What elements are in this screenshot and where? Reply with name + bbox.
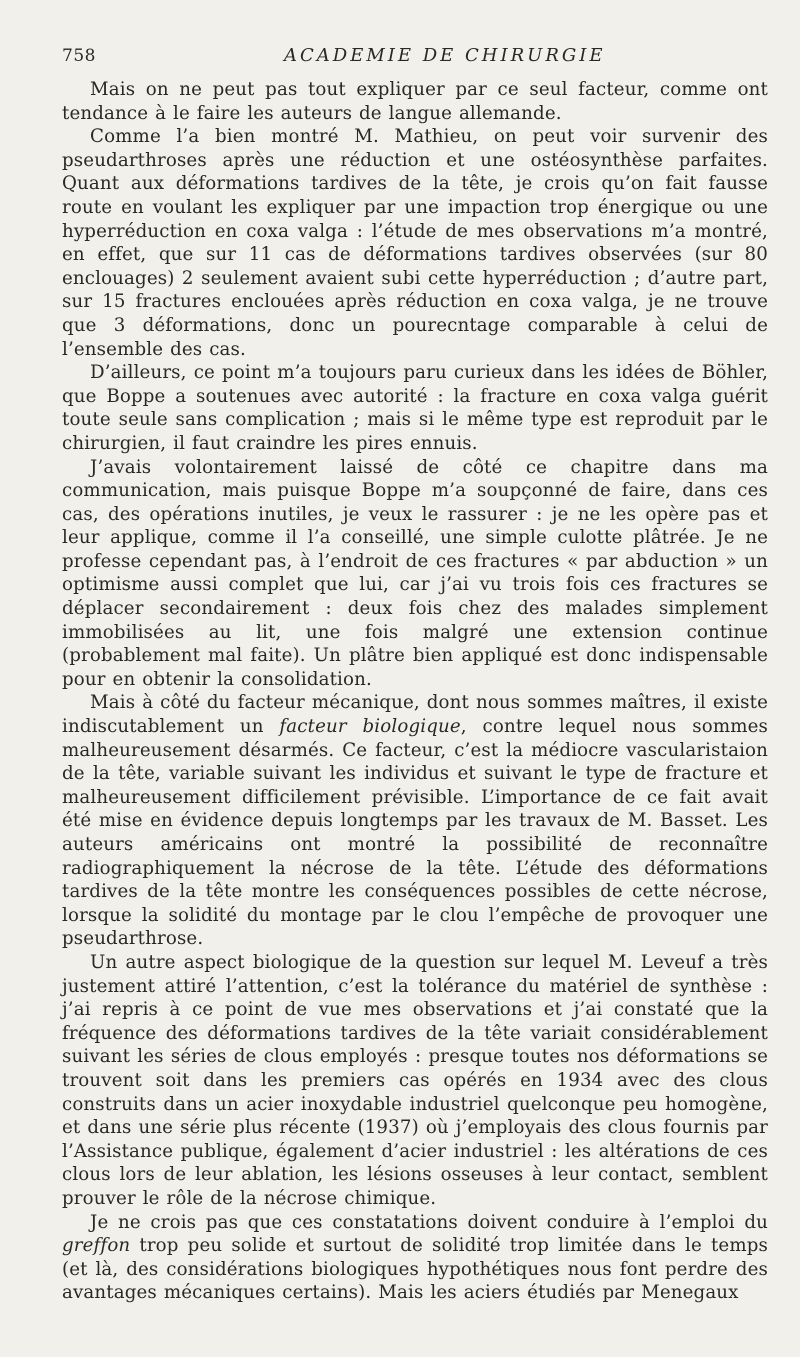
paragraph: [62, 78, 768, 125]
page-number: 758: [62, 46, 96, 66]
body-text: [62, 78, 768, 1305]
paragraph-text: Comme l’a bien montré M. Mathieu, on peut voir survenir des pseudarthroses après une réduction et une ostéosynthèse parfaites. Quant aux déformations tardives de la tête, je crois qu’on fait fausse route en voulant les expliquer par une impaction trop énergique ou une hyperréduction en coxa valga : l’étude de mes observations m’a montré, en effet, que sur 11 cas de déformations tardives observées (sur 80 enclouages) 2 seulement avaient subi cette hyperréduction ; d’autre part, sur 15 fractures enclouées après réduction en coxa valga, je ne trouve que 3 déformations, donc un pourecntage comparable à celui de l’ensemble des cas.: [62, 126, 768, 360]
paragraph-text: J’avais volontairement laissé de côté ce chapitre dans ma communication, mais puisque Boppe m’a soupçonné de faire, dans ces cas, des opérations inutiles, je veux le rassurer : je ne les opère pas et leur applique, comme il l’a conseillé, une simple culotte plâtrée. Je ne professe cependant pas, à l’endroit de ces fractures « par abduction » un optimisme aussi complet que lui, car j’ai vu trois fois ces fractures se déplacer secondairement : deux fois chez des malades simplement immobilisées au lit, une fois malgré une extension continue (probablement mal faite). Un plâtre bien appliqué est donc indispensable pour en obtenir la consolidation.: [62, 456, 768, 690]
paragraph: [62, 361, 768, 455]
paragraph-text: D’ailleurs, ce point m’a toujours paru curieux dans les idées de Böhler, que Boppe a soutenues avec autorité : la fracture en coxa valga guérit toute seule sans complication ; mais si le même type est reproduit par le chirurgien, il faut craindre les pires ennuis.: [62, 362, 768, 454]
paragraph-text: Je ne crois pas que ces constatations doivent conduire à l’emploi du: [90, 1211, 768, 1233]
running-title: ACADEMIE DE CHIRURGIE: [284, 45, 606, 66]
italic-term: facteur biologique: [279, 716, 461, 738]
paragraph-text: , contre lequel nous sommes malheureusement désarmés. Ce facteur, c’est la médiocre vascularistaion de la tête, variable suivant les individus et suivant le type de fracture et malheureusement difficilement prévisible. L’importance de ce fait avait été mise en évidence depuis longtemps par les travaux de M. Basset. Les auteurs américains ont montré la possibilité de reconnaître radiographiquement la nécrose de la tête. L’étude des déformations tardives de la tête montre les conséquences possibles de cette nécrose, lorsque la solidité du montage par le clou l’empêche de provoquer une pseudarthrose.: [62, 716, 769, 950]
paragraph: [62, 1211, 768, 1305]
paragraph: [62, 456, 768, 692]
page-header: [62, 38, 768, 78]
italic-term: greffon: [62, 1235, 131, 1257]
paragraph-text: Mais à côté du facteur mécanique, dont nous sommes maîtres, il existe indiscutablement un: [62, 692, 768, 738]
paragraph: [62, 125, 768, 361]
paragraph-text: Un autre aspect biologique de la question sur lequel M. Leveuf a très justement attiré l’attention, c’est la tolérance du matériel de synthèse : j’ai repris à ce point de vue mes observations et j’ai constaté que la fréquence des déformations tardives de la tête variait considérablement suivant les séries de clous employés : presque toutes nos déformations se trouvent soit dans les premiers cas opérés en 1934 avec des clous construits dans un acier inoxydable industriel quelconque peu homogène, et dans une série plus récente (1937) où j’employais des clous fournis par l’Assistance publique, également d’acier industriel : les altérations de ces clous lors de leur ablation, les lésions osseuses à leur contact, semblent prouver le rôle de la nécrose chimique.: [62, 951, 768, 1209]
paragraph-text: trop peu solide et surtout de solidité trop limitée dans le temps (et là, des considérations biologiques hypothétiques nous font perdre des avantages mécaniques certains). Mais les aciers étudiés par Menegaux: [62, 1235, 768, 1304]
paragraph-text: Mais on ne peut pas tout expliquer par ce seul facteur, comme ont tendance à le faire les auteurs de langue allemande.: [62, 79, 768, 124]
paragraph: [62, 951, 768, 1211]
paragraph: [62, 691, 768, 951]
